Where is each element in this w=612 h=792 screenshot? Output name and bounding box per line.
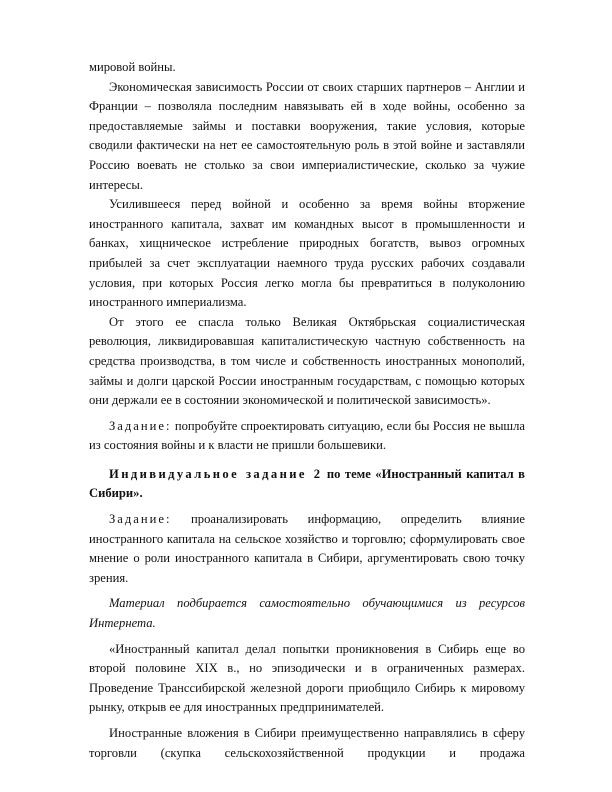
paragraph-continuation: мировой войны. <box>89 60 176 74</box>
paragraph-foreign-capital-siberia: «Иностранный капитал делал попытки проникновения в Сибирь еще во второй половине XIX в., но эпизодически и в ограниченных размерах. Проведение Транссибирской железной дороги приобщило Сибирь к мировому рынку, открыв ее для иностранных предпринимателей. <box>89 641 525 715</box>
task-1-text: попробуйте спроектировать ситуацию, если бы Россия не вышла из состояния войны и к власти не пришли большевики. <box>89 418 525 453</box>
task-2-label: Задание: <box>109 512 172 527</box>
paragraph-economic-dependence: Экономическая зависимость России от своих старших партнеров – Англии и Франции – позволяла последним навязывать ей в ходе войны, особенно за предоставляемые займы и поставки вооружения, такие условия, которые сводили фактически на нет ее самостоятельную роль в этой войне и заставляли Россию воевать не столько за свои империалистические, сколько за чужие интересы. <box>89 79 525 192</box>
assignment-2-heading-spaced: Индивидуальное задание 2 <box>109 466 323 481</box>
paragraph-foreign-investments: Иностранные вложения в Сибири преимущественно направлялись в сферу торговли (скупка сельскохозяйственной продукции и продажа <box>89 726 525 760</box>
task-1 <box>89 417 525 456</box>
material-note: Материал подбирается самостоятельно обучающимися из ресурсов Интернета. <box>89 596 525 631</box>
task-2-text: проанализировать информацию, определить влияние иностранного капитала на сельское хозяйство и торговлю; сформулировать свое мнение о роли иностранного капитала в Сибири, аргументировать свою точку зрения. <box>89 512 525 585</box>
paragraph-foreign-capital-invasion: Усилившееся перед войной и особенно за время войны вторжение иностранного капитала, захват им командных высот в промышленности и банках, хищническое истребление природных богатств, вывоз огромных прибылей за счет эксплуатации наемного труда русских рабочих создавали условия, при которых Россия легко могла бы превратиться в полуколонию иностранного империализма. <box>89 197 525 310</box>
task-1-label: Задание: <box>109 418 172 433</box>
paragraph-october-revolution: От этого ее спасла только Великая Октябрьская социалистическая революция, ликвидировавшая капиталистическую частную собственность на средства производства, в том числе и собственность иностранных монополий, займы и долги царской России иностранным государствам, с помощью которых они держали ее в состоянии экономической и политической зависимость». <box>89 314 525 408</box>
document-page <box>89 58 525 763</box>
assignment-2-heading-rest: по теме «Иностранный капитал в Сибири». <box>89 466 525 501</box>
assignment-2-heading <box>89 465 525 504</box>
task-2 <box>89 510 525 588</box>
